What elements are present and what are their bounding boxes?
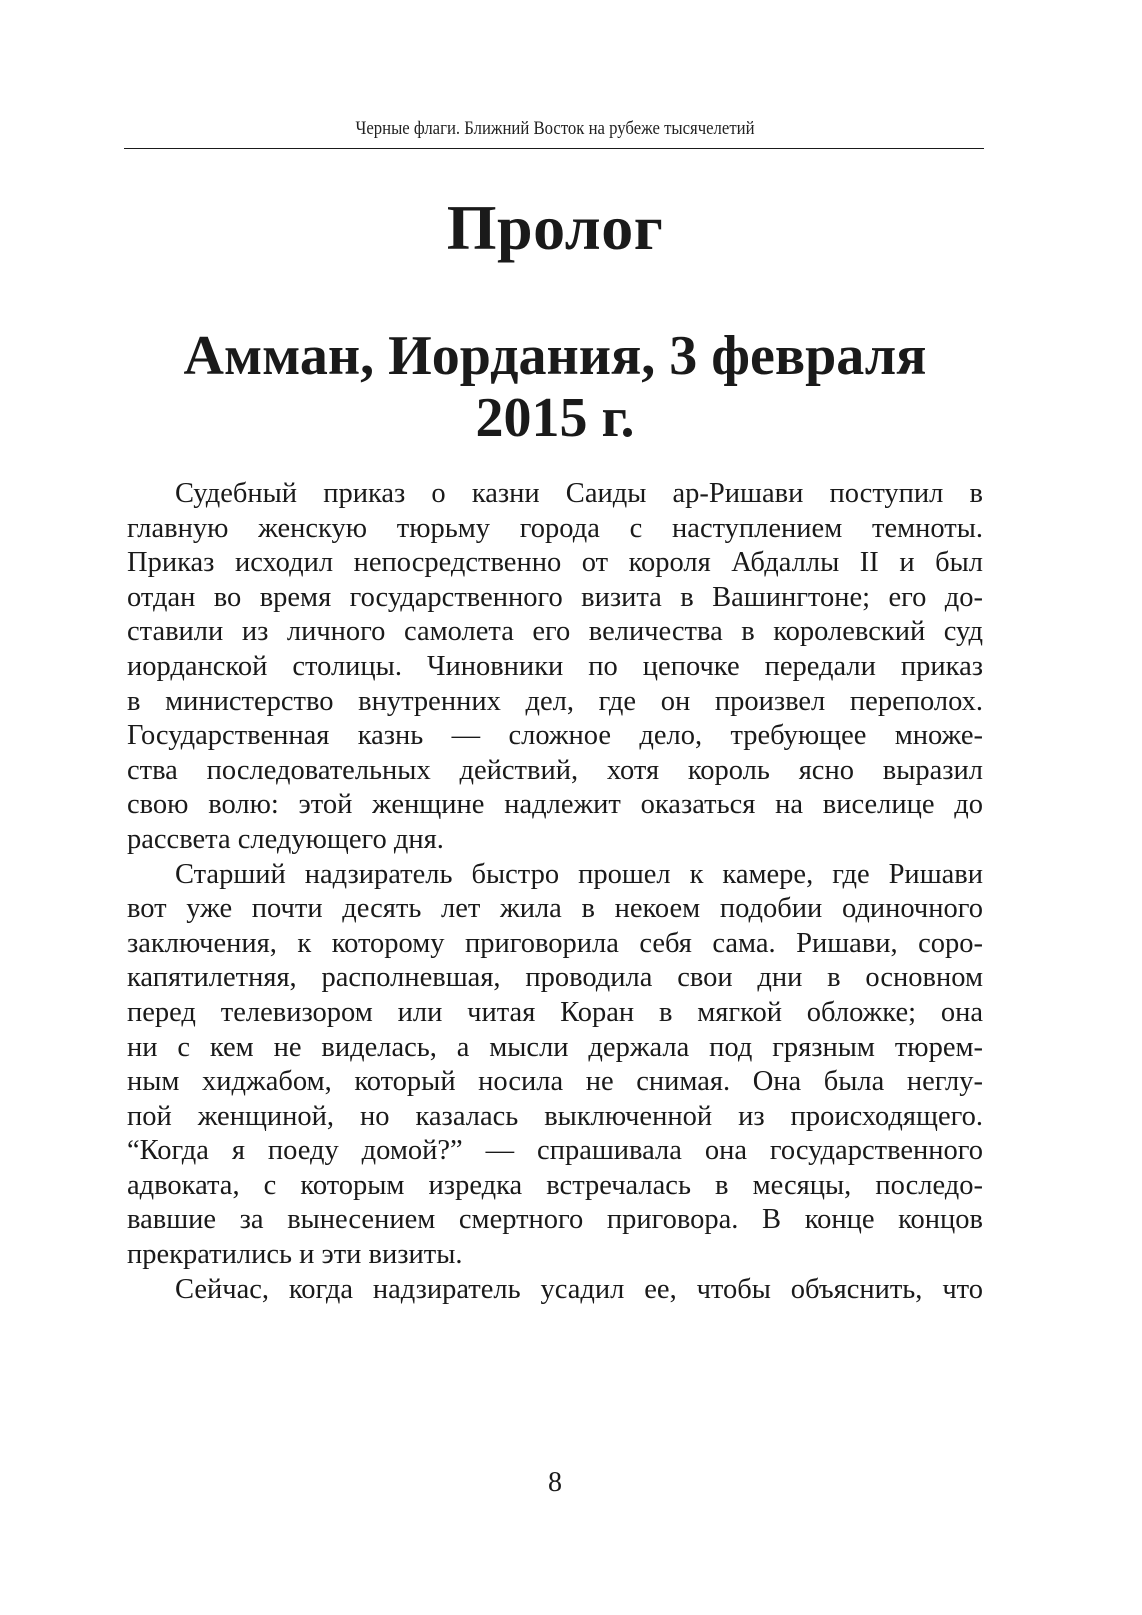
text-line: рассвета следующего дня. — [127, 823, 444, 855]
text-line: “Когда я поеду домой?” — спрашивала она государственного — [127, 1135, 983, 1167]
text-line: Государственная казнь — сложное дело, требующее множе- — [127, 720, 983, 752]
section-title-line: 2015 г. — [475, 387, 635, 449]
text-line: ным хиджабом, который носила не снимая. Она была неглу- — [127, 1066, 983, 1098]
paragraph — [127, 477, 983, 858]
text-line: Судебный приказ о казни Саиды ар-Ришави поступил в — [175, 478, 983, 509]
paragraph — [127, 1273, 983, 1308]
text-line: иорданской столицы. Чиновники по цепочке передали приказ — [127, 650, 983, 682]
header-rule-divider — [124, 148, 984, 149]
text-line: капятилетняя, располневшая, проводила свои дни в основном — [127, 962, 983, 994]
page-number: 8 — [548, 1467, 562, 1498]
section-title-line: Амман, Иордания, 3 февраля — [183, 325, 927, 387]
text-line: перед телевизором или читая Коран в мягкой обложке; она — [127, 996, 983, 1028]
text-line: вавшие за вынесением смертного приговора. В конце концов — [127, 1204, 983, 1236]
text-line: Приказ исходил непосредственно от короля Абдаллы II и был — [127, 547, 983, 579]
text-line: адвоката, с которым изредка встречалась в месяцы, последо- — [127, 1169, 983, 1201]
text-line: свою волю: этой женщине надлежит оказаться на виселице до — [127, 789, 983, 821]
text-line: ства последовательных действий, хотя король ясно выразил — [127, 754, 983, 786]
text-line: заключения, к которому приговорила себя сама. Ришави, соро- — [127, 927, 983, 959]
text-line: вот уже почти десять лет жила в некоем подобии одиночного — [127, 893, 983, 925]
text-line: ни с кем не виделась, а мысли держала под грязным тюрем- — [127, 1031, 983, 1063]
text-line: в министерство внутренних дел, где он произвел переполох. — [127, 685, 983, 717]
text-line: отдан во время государственного визита в Вашингтоне; его до- — [127, 581, 983, 613]
text-line: пой женщиной, но казалась выключенной из происходящего. — [127, 1100, 983, 1132]
text-line: прекратились и эти визиты. — [127, 1239, 463, 1271]
body-text — [127, 477, 983, 1307]
running-head: Черные флаги. Ближний Восток на рубеже тысячелетий — [355, 118, 755, 139]
chapter-title: Пролог — [446, 192, 664, 263]
section-title — [127, 325, 983, 449]
text-line: главную женскую тюрьму города с наступлением темноты. — [127, 512, 983, 544]
paragraph — [127, 858, 983, 1273]
text-line: Старший надзиратель быстро прошел к камере, где Ришави — [175, 858, 983, 890]
text-line: ставили из личного самолета его величества в королевский суд — [127, 616, 983, 648]
text-line: Сейчас, когда надзиратель усадил ее, чтобы объяснить, что — [175, 1273, 983, 1305]
